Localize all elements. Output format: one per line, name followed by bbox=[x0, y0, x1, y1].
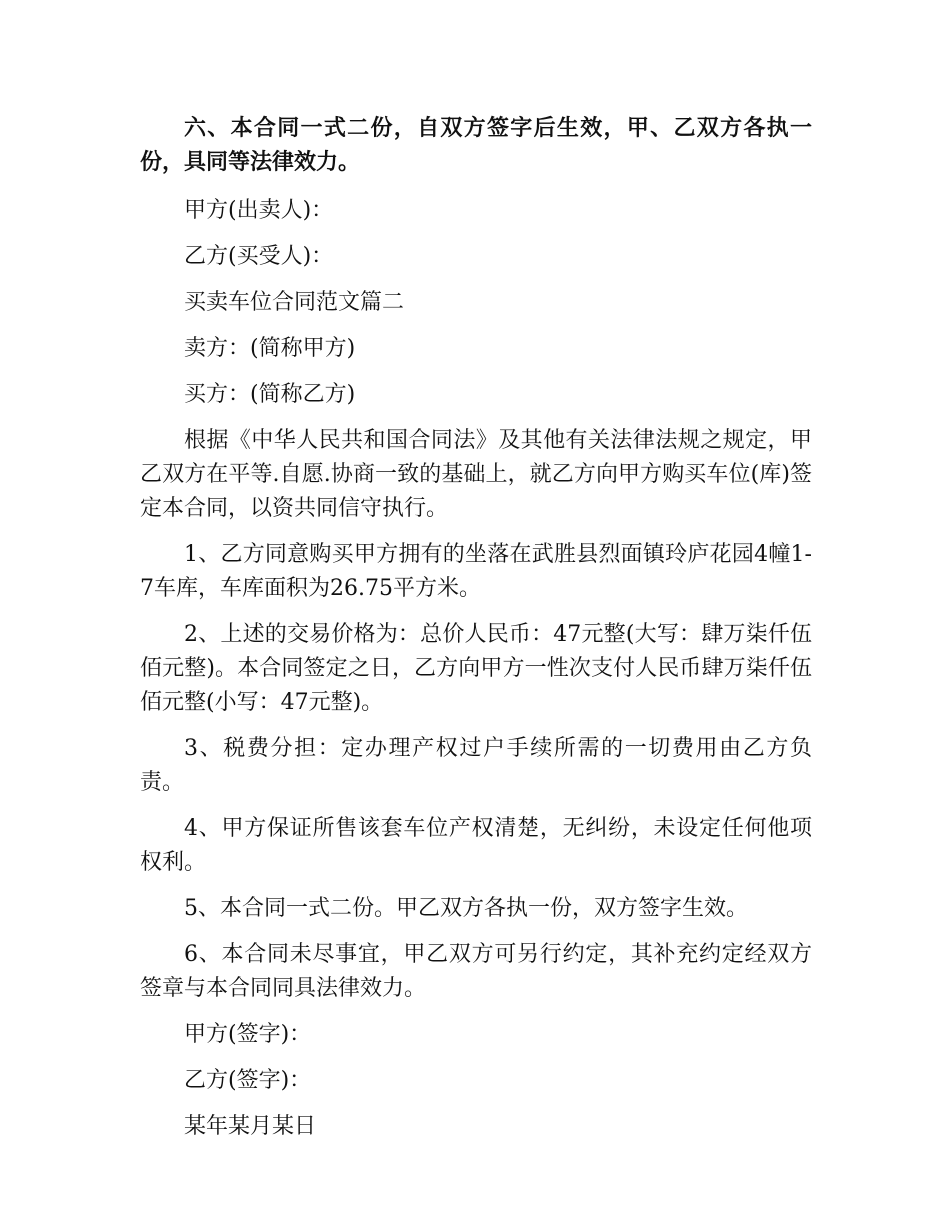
party-b-signature-line: 乙方(签字)： bbox=[184, 1068, 312, 1093]
clause-six-heading: 六、本合同一式二份，自双方签字后生效，甲、乙双方各执一份，具同等法律效力。 bbox=[140, 116, 812, 175]
clause-5: 5、本合同一式二份。甲乙双方各执一份，双方签字生效。 bbox=[184, 896, 748, 921]
clause-3: 3、税费分担：定办理产权过户手续所需的一切费用由乙方负责。 bbox=[140, 736, 812, 795]
clause-1: 1、乙方同意购买甲方拥有的坐落在武胜县烈面镇玲庐花园4幢1-7车库，车库面积为26.75平方米。 bbox=[140, 542, 812, 601]
section-title: 买卖车位合同范文篇二 bbox=[184, 290, 405, 315]
buyer-label: 买方：(简称乙方) bbox=[184, 382, 356, 407]
party-b-buyer-label: 乙方(买受人)： bbox=[184, 244, 334, 269]
date-line: 某年某月某日 bbox=[184, 1114, 317, 1139]
party-a-seller-label: 甲方(出卖人)： bbox=[184, 198, 334, 223]
preamble-paragraph: 根据《中华人民共和国合同法》及其他有关法律法规之规定，甲乙双方在平等.自愿.协商一致的基础上，就乙方向甲方购买车位(库)签定本合同，以资共同信守执行。 bbox=[140, 428, 812, 521]
clause-2: 2、上述的交易价格为：总价人民币：47元整(大写：肆万柒仟伍佰元整)。本合同签定之日，乙方向甲方一性次支付人民币肆万柒仟伍佰元整(小写：47元整)。 bbox=[140, 622, 812, 715]
party-a-signature-line: 甲方(签字)： bbox=[184, 1022, 312, 1047]
clause-6: 6、本合同未尽事宜，甲乙双方可另行约定，其补充约定经双方签章与本合同同具法律效力。 bbox=[140, 942, 812, 1001]
clause-4: 4、甲方保证所售该套车位产权清楚，无纠纷，未设定任何他项权利。 bbox=[140, 816, 812, 875]
document-body bbox=[140, 112, 812, 1156]
seller-label: 卖方：(简称甲方) bbox=[184, 336, 356, 361]
